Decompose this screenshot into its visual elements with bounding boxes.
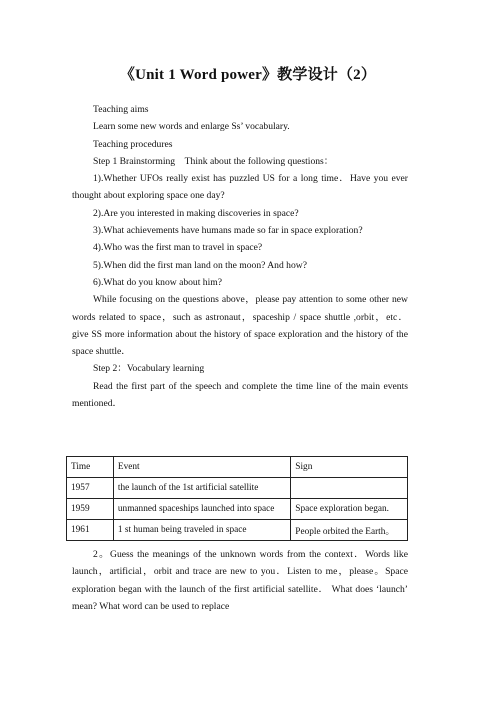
paragraph: 1).Whether UFOs really exist has puzzled US for a long time．Have you ever thought about exploring space one day?: [72, 173, 408, 202]
table-row: [67, 520, 408, 541]
table-header-cell: Event: [113, 457, 290, 478]
table-header-cell: Sign: [291, 457, 408, 478]
table-cell: 1 st human being traveled in space: [113, 520, 290, 541]
paragraph: While focusing on the questions above，please pay attention to some other new words related to space，such as astronaut，spaceship / space shuttle ,orbit，etc． give SS more information about the history of space exploration and the history of the space shuttle．: [72, 294, 408, 358]
table-cell: 1957: [67, 478, 114, 499]
paragraph: Read the first part of the speech and complete the time line of the main events mentioned．: [72, 380, 408, 410]
paragraph: 3).What achievements have humans made so far in space exploration?: [93, 225, 363, 237]
paragraph: 6).What do you know about him?: [93, 276, 222, 288]
table-cell: 1959: [67, 499, 114, 520]
table-header-cell: Time: [67, 457, 114, 478]
document-body: [72, 101, 408, 412]
table-cell: unmanned spaceships launched into space: [113, 499, 290, 520]
table-cell: Space exploration began.: [291, 499, 408, 520]
paragraph: 4).Who was the first man to travel in space?: [93, 242, 263, 254]
paragraph: Step 1 Brainstorming Think about the following questions：: [93, 155, 334, 167]
table-cell: [291, 478, 408, 499]
document-title: 《Unit 1 Word power》教学设计（2）: [119, 67, 377, 83]
document-body-continued: [72, 546, 408, 615]
paragraph: 5).When did the first man land on the moon? And how?: [93, 259, 307, 271]
paragraph: 2).Are you interested in making discoveries in space?: [93, 207, 299, 219]
paragraph: 2。Guess the meanings of the unknown words from the context．Words like launch，artificial，orbit and trace are new to you．Listen to me，please。Space exploration began with the launch of the first artificial satellite． What does ‘launch’ mean? What word can be used to replace: [72, 549, 408, 612]
paragraph: Learn some new words and enlarge Ss’ vocabulary.: [93, 121, 290, 133]
table-row: [67, 499, 408, 520]
paragraph: Step 2：Vocabulary learning: [93, 363, 205, 375]
paragraph: Teaching aims: [93, 104, 149, 115]
table-cell: 1961: [67, 520, 114, 541]
timeline-table: [66, 456, 408, 541]
table-cell: the launch of the 1st artificial satellite: [113, 478, 290, 499]
table-row: [67, 478, 408, 499]
table-cell: People orbited the Earth。: [291, 520, 408, 541]
paragraph: Teaching procedures: [93, 138, 173, 150]
table-header-row: [67, 457, 408, 478]
